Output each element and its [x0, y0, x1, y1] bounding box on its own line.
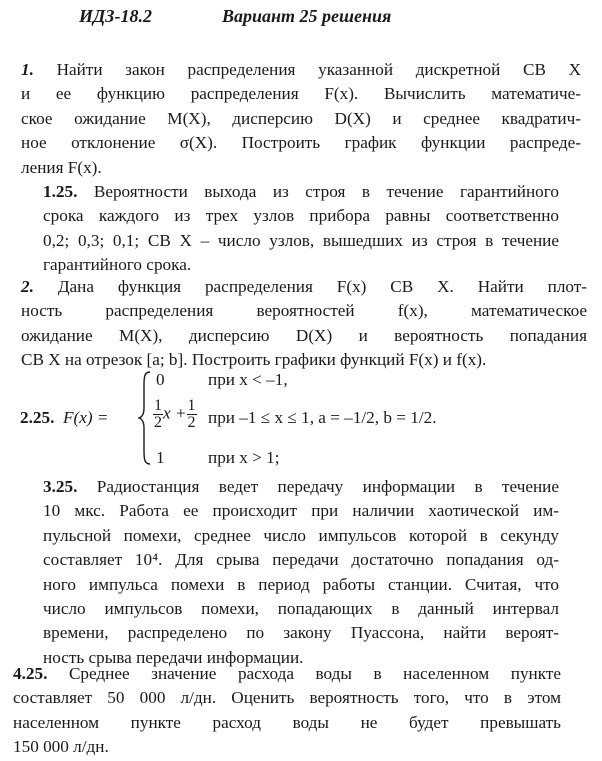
case-1-value: 0 [156, 370, 165, 389]
task-1-line: 1. Найти закон распределения указанной дискретной СВ X [21, 60, 582, 79]
case-3 [156, 446, 280, 470]
left-brace-icon [138, 370, 152, 466]
case-2-term: x + [163, 403, 187, 423]
problem-3-25-line: число импульсов помехи, попадающих в данный интервал [43, 599, 559, 619]
case-1 [156, 368, 288, 392]
task-2-statement [21, 275, 587, 373]
case-3-value: 1 [156, 448, 165, 467]
problem-1-25-line: 0,2; 0,3; 0,1; СВ X – число узлов, вышедших из строя в течение [43, 230, 559, 250]
task-1-line: и ее функцию распределения F(x). Вычислить математиче- [21, 84, 581, 104]
task-2-line: ность распределения вероятностей f(x), математическое [21, 301, 587, 321]
case-2 [153, 397, 437, 431]
fraction-one-half: $\frac{1}{2}$ [154, 397, 162, 431]
task-1-line: ления F(x). [21, 157, 102, 177]
problem-2-25-formula [20, 368, 580, 468]
document-id: ИДЗ-18.2 [79, 6, 152, 26]
problem-4-25-line: населенном пункте расход воды не будет превышать [13, 712, 561, 732]
problem-1-25-line: 1.25. Вероятности выхода из строя в течение гарантийного [43, 182, 559, 201]
task-1-statement [21, 58, 581, 180]
problem-3-25-line: составляет 10⁴. Для срыва передачи достаточно попадания од- [43, 550, 559, 570]
case-3-condition: при x > 1; [208, 448, 280, 467]
problem-1-25-line: гарантийного срока. [43, 255, 192, 275]
problem-3-25-line: времени, распределено по закону Пуассона, найти вероят- [43, 623, 559, 643]
problem-4-25-number: 4.25. [13, 664, 48, 683]
task-1-number: 1. [21, 60, 34, 79]
problem-4-25-line: 150 000 л/дн. [13, 737, 109, 757]
problem-4-25 [13, 662, 561, 760]
task-2-line: СВ X на отрезок [a; b]. Построить графики функций F(x) и f(x). [21, 350, 487, 370]
problem-2-25-number: 2.25. [20, 408, 55, 427]
task-1-line: ное отклонение σ(X). Построить график функции распреде- [21, 133, 581, 153]
problem-1-25 [43, 180, 559, 278]
problem-3-25-line: 10 мкс. Работа ее происходит при наличии хаотической им- [43, 501, 559, 521]
task-1-line: ское ожидание M(X), дисперсию D(X) и среднее квадратич- [21, 108, 581, 128]
problem-1-25-number: 1.25. [43, 182, 78, 201]
fraction-one-half: $\frac{1}{2}$ [187, 397, 196, 431]
problem-3-25-number: 3.25. [43, 477, 78, 496]
task-2-number: 2. [21, 277, 34, 296]
task-2-line: 2. Дана функция распределения F(x) СВ X. Найти плот- [21, 277, 588, 296]
document-variant-title: Вариант 25 решения [222, 6, 392, 26]
problem-3-25-line: 3.25. Радиостанция ведет передачу информации в течение [43, 477, 560, 496]
problem-1-25-line: срока каждого из трех узлов прибора равны соответственно [43, 206, 559, 226]
problem-3-25 [43, 475, 559, 670]
problem-3-25-line: ного импульса помехи в период работы станции. Считая, что [43, 574, 559, 594]
problem-3-25-line: ность срыва передачи информации. [43, 647, 304, 667]
problem-4-25-line: 4.25. Среднее значение расхода воды в населенном пункте [13, 664, 561, 683]
formula-label [20, 406, 108, 430]
problem-3-25-line: пульсной помехи, среднее число импульсов которой в секунду [43, 525, 559, 545]
case-2-condition: при –1 ≤ x ≤ 1, a = –1/2, b = 1/2. [208, 408, 437, 427]
problem-4-25-line: составляет 50 000 л/дн. Оценить вероятность того, что в этом [13, 688, 561, 708]
task-2-line: ожидание M(X), дисперсию D(X) и вероятность попадания [21, 325, 587, 345]
case-1-condition: при x < –1, [208, 370, 288, 389]
formula-lhs: F(x) = [62, 408, 109, 427]
